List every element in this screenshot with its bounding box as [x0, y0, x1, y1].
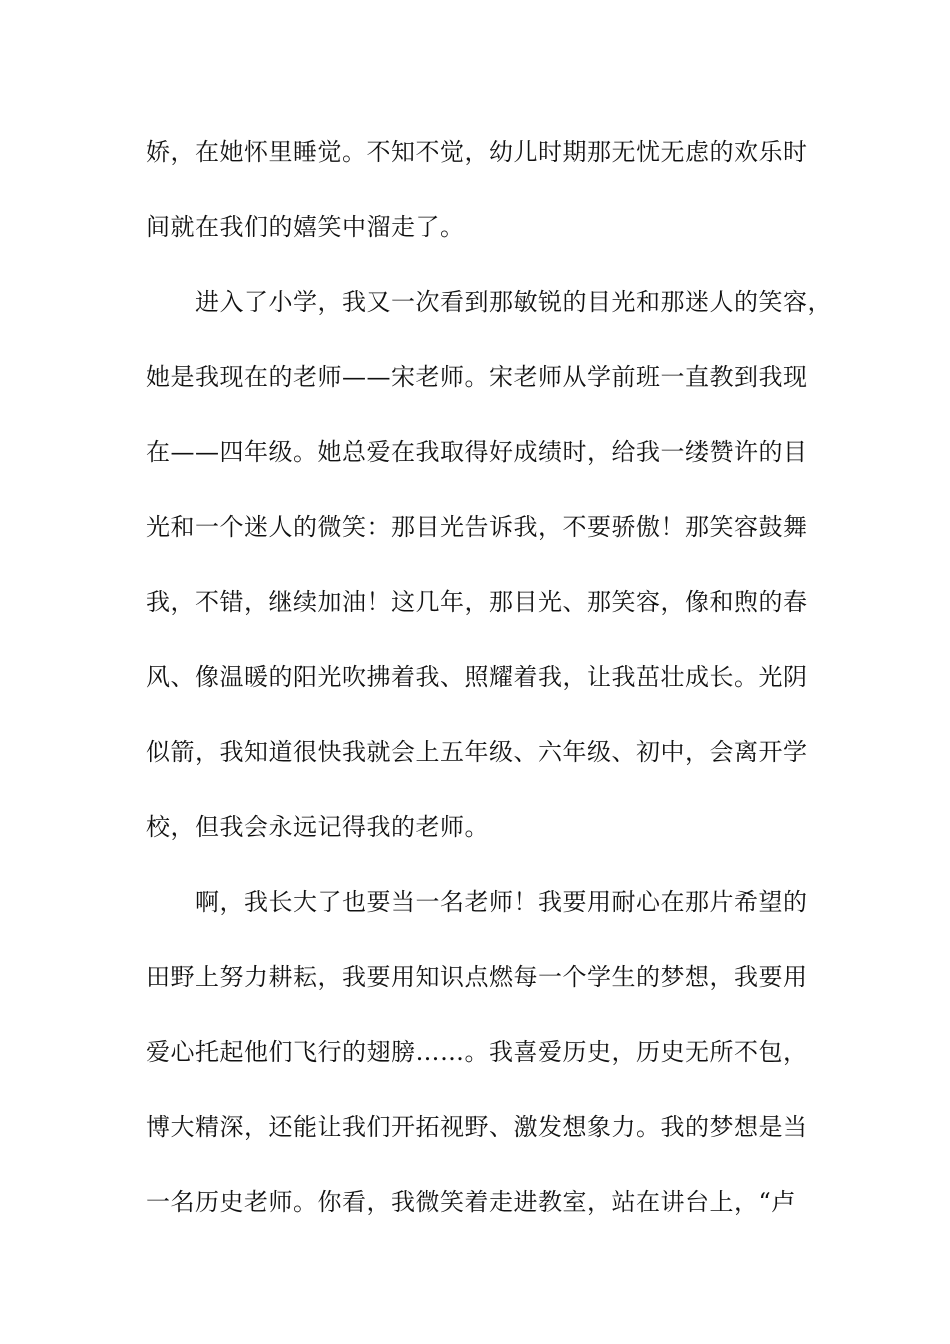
text-line-10: 校，但我会永远记得我的老师。 — [146, 813, 489, 841]
text-line-7: 我，不错，继续加油！这几年，那目光、那笑容，像和煦的春 — [146, 588, 808, 616]
text-line-12: 田野上努力耕耘，我要用知识点燃每一个学生的梦想，我要用 — [146, 963, 808, 991]
text-line-2: 间就在我们的嬉笑中溜走了。 — [146, 213, 465, 241]
text-line-14: 博大精深，还能让我们开拓视野、激发想象力。我的梦想是当 — [146, 1113, 808, 1141]
text-line-4: 她是我现在的老师——宋老师。宋老师从学前班一直教到我现 — [146, 363, 808, 391]
text-line-1: 娇，在她怀里睡觉。不知不觉，幼儿时期那无忧无虑的欢乐时 — [146, 138, 808, 166]
text-line-15: 一名历史老师。你看，我微笑着走进教室，站在讲台上，“卢 — [146, 1188, 796, 1216]
text-line-8: 风、像温暖的阳光吹拂着我、照耀着我，让我茁壮成长。光阴 — [146, 663, 808, 691]
text-line-3: 进入了小学，我又一次看到那敏锐的目光和那迷人的笑容， — [146, 288, 832, 316]
text-line-5: 在——四年级。她总爱在我取得好成绩时，给我一缕赞许的目 — [146, 438, 808, 466]
text-line-6: 光和一个迷人的微笑：那目光告诉我，不要骄傲！那笑容鼓舞 — [146, 513, 808, 541]
text-line-11: 啊，我长大了也要当一名老师！我要用耐心在那片希望的 — [146, 888, 808, 916]
text-line-13: 爱心托起他们飞行的翅膀……。我喜爱历史，历史无所不包， — [146, 1038, 808, 1066]
text-line-9: 似箭，我知道很快我就会上五年级、六年级、初中，会离开学 — [146, 738, 808, 766]
